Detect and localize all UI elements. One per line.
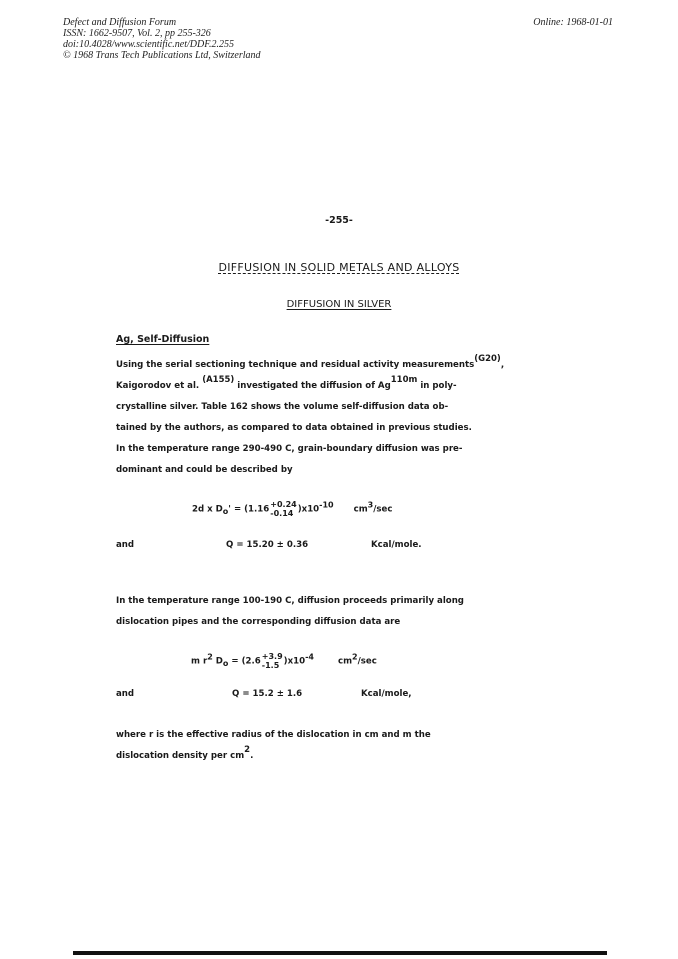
paragraph-line: dislocation pipes and the corresponding diffusion data are	[116, 617, 401, 627]
bottom-rule	[73, 951, 607, 955]
citation: (G20)	[474, 354, 501, 365]
and-label: and	[116, 540, 135, 550]
paragraph-line: In the temperature range 100-190 C, diffusion proceeds primarily along	[116, 596, 464, 606]
paragraph-1	[116, 355, 576, 481]
journal-issn: ISSN: 1662-9507, Vol. 2, pp 255-326	[63, 28, 211, 39]
citation: (A155)	[202, 375, 235, 386]
activation-energy-unit-2: Kcal/mole,	[361, 689, 412, 699]
subtitle	[0, 299, 678, 310]
paragraph-line: tained by the authors, as compared to data obtained in previous studies.	[116, 423, 472, 433]
subtitle-text: DIFFUSION IN SILVER	[286, 299, 392, 310]
paragraph-line: dominant and could be described by	[116, 465, 293, 475]
journal-doi[interactable]: doi:10.4028/www.scientific.net/DDF.2.255	[63, 39, 235, 50]
paragraph-2	[116, 591, 576, 633]
isotope-mass: 110m	[390, 375, 418, 386]
paragraph-line: where r is the effective radius of the dislocation in cm and m the	[116, 730, 431, 740]
and-label: and	[116, 689, 135, 699]
equation-dislocation: m $r^2$ $D_o = (2.6$ +3.9 -1.5 )$x10^{-4}$ $cm^2/\sec$	[191, 652, 377, 670]
paragraph-line: Kaigorodov et al. $^{(A155)}$ investigated the diffusion of $Ag^{110m}$ in poly-	[116, 375, 457, 391]
paragraph-3	[116, 725, 576, 767]
activation-energy-2: Q = 15.2 ± 1.6	[232, 689, 303, 699]
online-date: Online: 1968-01-01	[533, 17, 613, 28]
uncertainty-stack: +3.9 -1.5	[261, 652, 283, 670]
page-number: -255-	[325, 215, 353, 226]
activation-energy-unit-1: Kcal/mole.	[371, 540, 422, 550]
paragraph-line: Using the serial sectioning technique and residual activity measurements$^{(G20)}$,	[116, 354, 505, 370]
main-title	[0, 261, 678, 274]
equation-grain-boundary: 2d x $D_o' = (1.16$ +0.24 -0.14 )$x10^{-10}$ $cm^3/\sec$	[192, 500, 393, 518]
paragraph-line: crystalline silver. Table 162 shows the volume self-diffusion data ob-	[116, 402, 449, 412]
uncertainty-stack: +0.24 -0.14	[270, 500, 297, 518]
section-title: Ag, Self-Diffusion	[116, 334, 210, 345]
main-title-text: DIFFUSION IN SOLID METALS AND ALLOYS	[218, 261, 460, 274]
paragraph-line: In the temperature range 290-490 C, grain-boundary diffusion was pre-	[116, 444, 463, 454]
journal-copyright: © 1968 Trans Tech Publications Ltd, Switzerland	[63, 50, 261, 61]
journal-header	[63, 17, 261, 61]
activation-energy-1: Q = 15.20 ± 0.36	[226, 540, 309, 550]
paragraph-line: dislocation density per $cm^2$.	[116, 745, 254, 761]
journal-name: Defect and Diffusion Forum	[63, 17, 177, 28]
